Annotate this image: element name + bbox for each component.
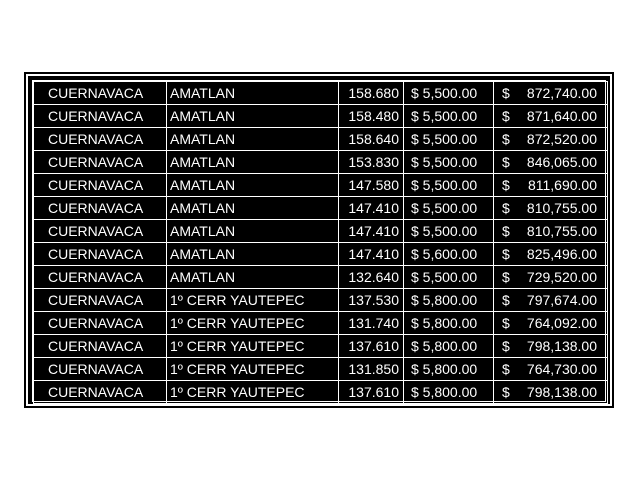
total-cell [494, 289, 608, 312]
table-row [34, 82, 608, 105]
location-cell: AMATLAN [167, 243, 339, 266]
table-row [34, 243, 608, 266]
table-row [34, 197, 608, 220]
table-row [34, 312, 608, 335]
table-row [34, 381, 608, 404]
currency-symbol: $ [502, 338, 510, 354]
city-cell: CUERNAVACA [34, 151, 167, 174]
quantity-cell: 158.680 [339, 82, 404, 105]
total-cell [494, 220, 608, 243]
total-cell [494, 128, 608, 151]
city-cell: CUERNAVACA [34, 105, 167, 128]
total-amount: 825,496.00 [526, 246, 597, 262]
total-amount: 764,092.00 [526, 315, 597, 331]
total-amount: 797,674.00 [526, 292, 597, 308]
location-cell: 1º CERR YAUTEPEC [167, 289, 339, 312]
quantity-cell: 137.610 [339, 381, 404, 404]
currency-symbol: $ [502, 223, 510, 239]
city-cell: CUERNAVACA [34, 128, 167, 151]
total-amount: 811,690.00 [527, 177, 597, 193]
location-cell: AMATLAN [167, 105, 339, 128]
total-amount: 871,640.00 [526, 108, 597, 124]
location-cell: AMATLAN [167, 128, 339, 151]
unit-price-cell: $ 5,500.00 [404, 82, 494, 105]
unit-price-cell: $ 5,500.00 [404, 266, 494, 289]
city-cell: CUERNAVACA [34, 243, 167, 266]
location-cell: AMATLAN [167, 266, 339, 289]
city-cell: CUERNAVACA [34, 289, 167, 312]
total-cell [494, 82, 608, 105]
city-cell: CUERNAVACA [34, 312, 167, 335]
currency-symbol: $ [502, 177, 510, 193]
unit-price-cell: $ 5,800.00 [404, 381, 494, 404]
location-cell: 1º CERR YAUTEPEC [167, 381, 339, 404]
quantity-cell: 147.580 [339, 174, 404, 197]
location-cell: AMATLAN [167, 197, 339, 220]
currency-symbol: $ [502, 131, 510, 147]
total-amount: 810,755.00 [526, 200, 597, 216]
unit-price-cell: $ 5,600.00 [404, 243, 494, 266]
table-row [34, 266, 608, 289]
table-row [34, 128, 608, 151]
unit-price-cell: $ 5,500.00 [404, 220, 494, 243]
unit-price-cell: $ 5,500.00 [404, 174, 494, 197]
currency-symbol: $ [502, 108, 510, 124]
table-row [34, 151, 608, 174]
quantity-cell: 131.850 [339, 358, 404, 381]
quantity-cell: 147.410 [339, 243, 404, 266]
table-row [34, 335, 608, 358]
quantity-cell: 137.610 [339, 335, 404, 358]
location-cell: 1º CERR YAUTEPEC [167, 358, 339, 381]
location-cell: AMATLAN [167, 151, 339, 174]
location-cell: 1º CERR YAUTEPEC [167, 312, 339, 335]
total-cell [494, 312, 608, 335]
total-cell [494, 335, 608, 358]
table-row [34, 105, 608, 128]
unit-price-cell: $ 5,800.00 [404, 335, 494, 358]
total-amount: 798,138.00 [526, 384, 597, 400]
city-cell: CUERNAVACA [34, 381, 167, 404]
quantity-cell: 131.740 [339, 312, 404, 335]
quantity-cell: 153.830 [339, 151, 404, 174]
total-amount: 798,138.00 [526, 338, 597, 354]
total-cell [494, 174, 608, 197]
city-cell: CUERNAVACA [34, 174, 167, 197]
quantity-cell: 132.640 [339, 266, 404, 289]
quantity-cell: 137.530 [339, 289, 404, 312]
unit-price-cell: $ 5,800.00 [404, 289, 494, 312]
unit-price-cell: $ 5,500.00 [404, 197, 494, 220]
currency-symbol: $ [502, 85, 510, 101]
total-cell [494, 381, 608, 404]
total-cell [494, 243, 608, 266]
unit-price-cell: $ 5,500.00 [404, 105, 494, 128]
location-cell: AMATLAN [167, 174, 339, 197]
quantity-cell: 158.480 [339, 105, 404, 128]
table-row [34, 220, 608, 243]
total-amount: 764,730.00 [526, 361, 597, 377]
currency-symbol: $ [502, 200, 510, 216]
currency-symbol: $ [502, 154, 510, 170]
total-amount: 872,520.00 [526, 131, 597, 147]
city-cell: CUERNAVACA [34, 358, 167, 381]
total-amount: 729,520.00 [526, 269, 597, 285]
table-row [34, 358, 608, 381]
unit-price-cell: $ 5,800.00 [404, 358, 494, 381]
total-amount: 872,740.00 [526, 85, 597, 101]
total-cell [494, 197, 608, 220]
total-amount: 846,065.00 [526, 154, 597, 170]
unit-price-cell: $ 5,500.00 [404, 128, 494, 151]
table-frame [26, 74, 612, 406]
table-row [34, 289, 608, 312]
location-cell: 1º CERR YAUTEPEC [167, 335, 339, 358]
city-cell: CUERNAVACA [34, 197, 167, 220]
city-cell: CUERNAVACA [34, 266, 167, 289]
total-cell [494, 151, 608, 174]
currency-symbol: $ [502, 246, 510, 262]
table-body [34, 82, 608, 404]
quantity-cell: 147.410 [339, 220, 404, 243]
data-sheet [32, 80, 606, 402]
table-row [34, 174, 608, 197]
total-cell [494, 105, 608, 128]
quantity-cell: 158.640 [339, 128, 404, 151]
total-cell [494, 358, 608, 381]
total-cell [494, 266, 608, 289]
data-table [33, 81, 608, 404]
currency-symbol: $ [502, 315, 510, 331]
unit-price-cell: $ 5,500.00 [404, 151, 494, 174]
city-cell: CUERNAVACA [34, 82, 167, 105]
currency-symbol: $ [502, 292, 510, 308]
total-amount: 810,755.00 [526, 223, 597, 239]
city-cell: CUERNAVACA [34, 335, 167, 358]
quantity-cell: 147.410 [339, 197, 404, 220]
currency-symbol: $ [502, 361, 510, 377]
currency-symbol: $ [502, 269, 510, 285]
city-cell: CUERNAVACA [34, 220, 167, 243]
currency-symbol: $ [502, 384, 510, 400]
location-cell: AMATLAN [167, 82, 339, 105]
unit-price-cell: $ 5,800.00 [404, 312, 494, 335]
location-cell: AMATLAN [167, 220, 339, 243]
